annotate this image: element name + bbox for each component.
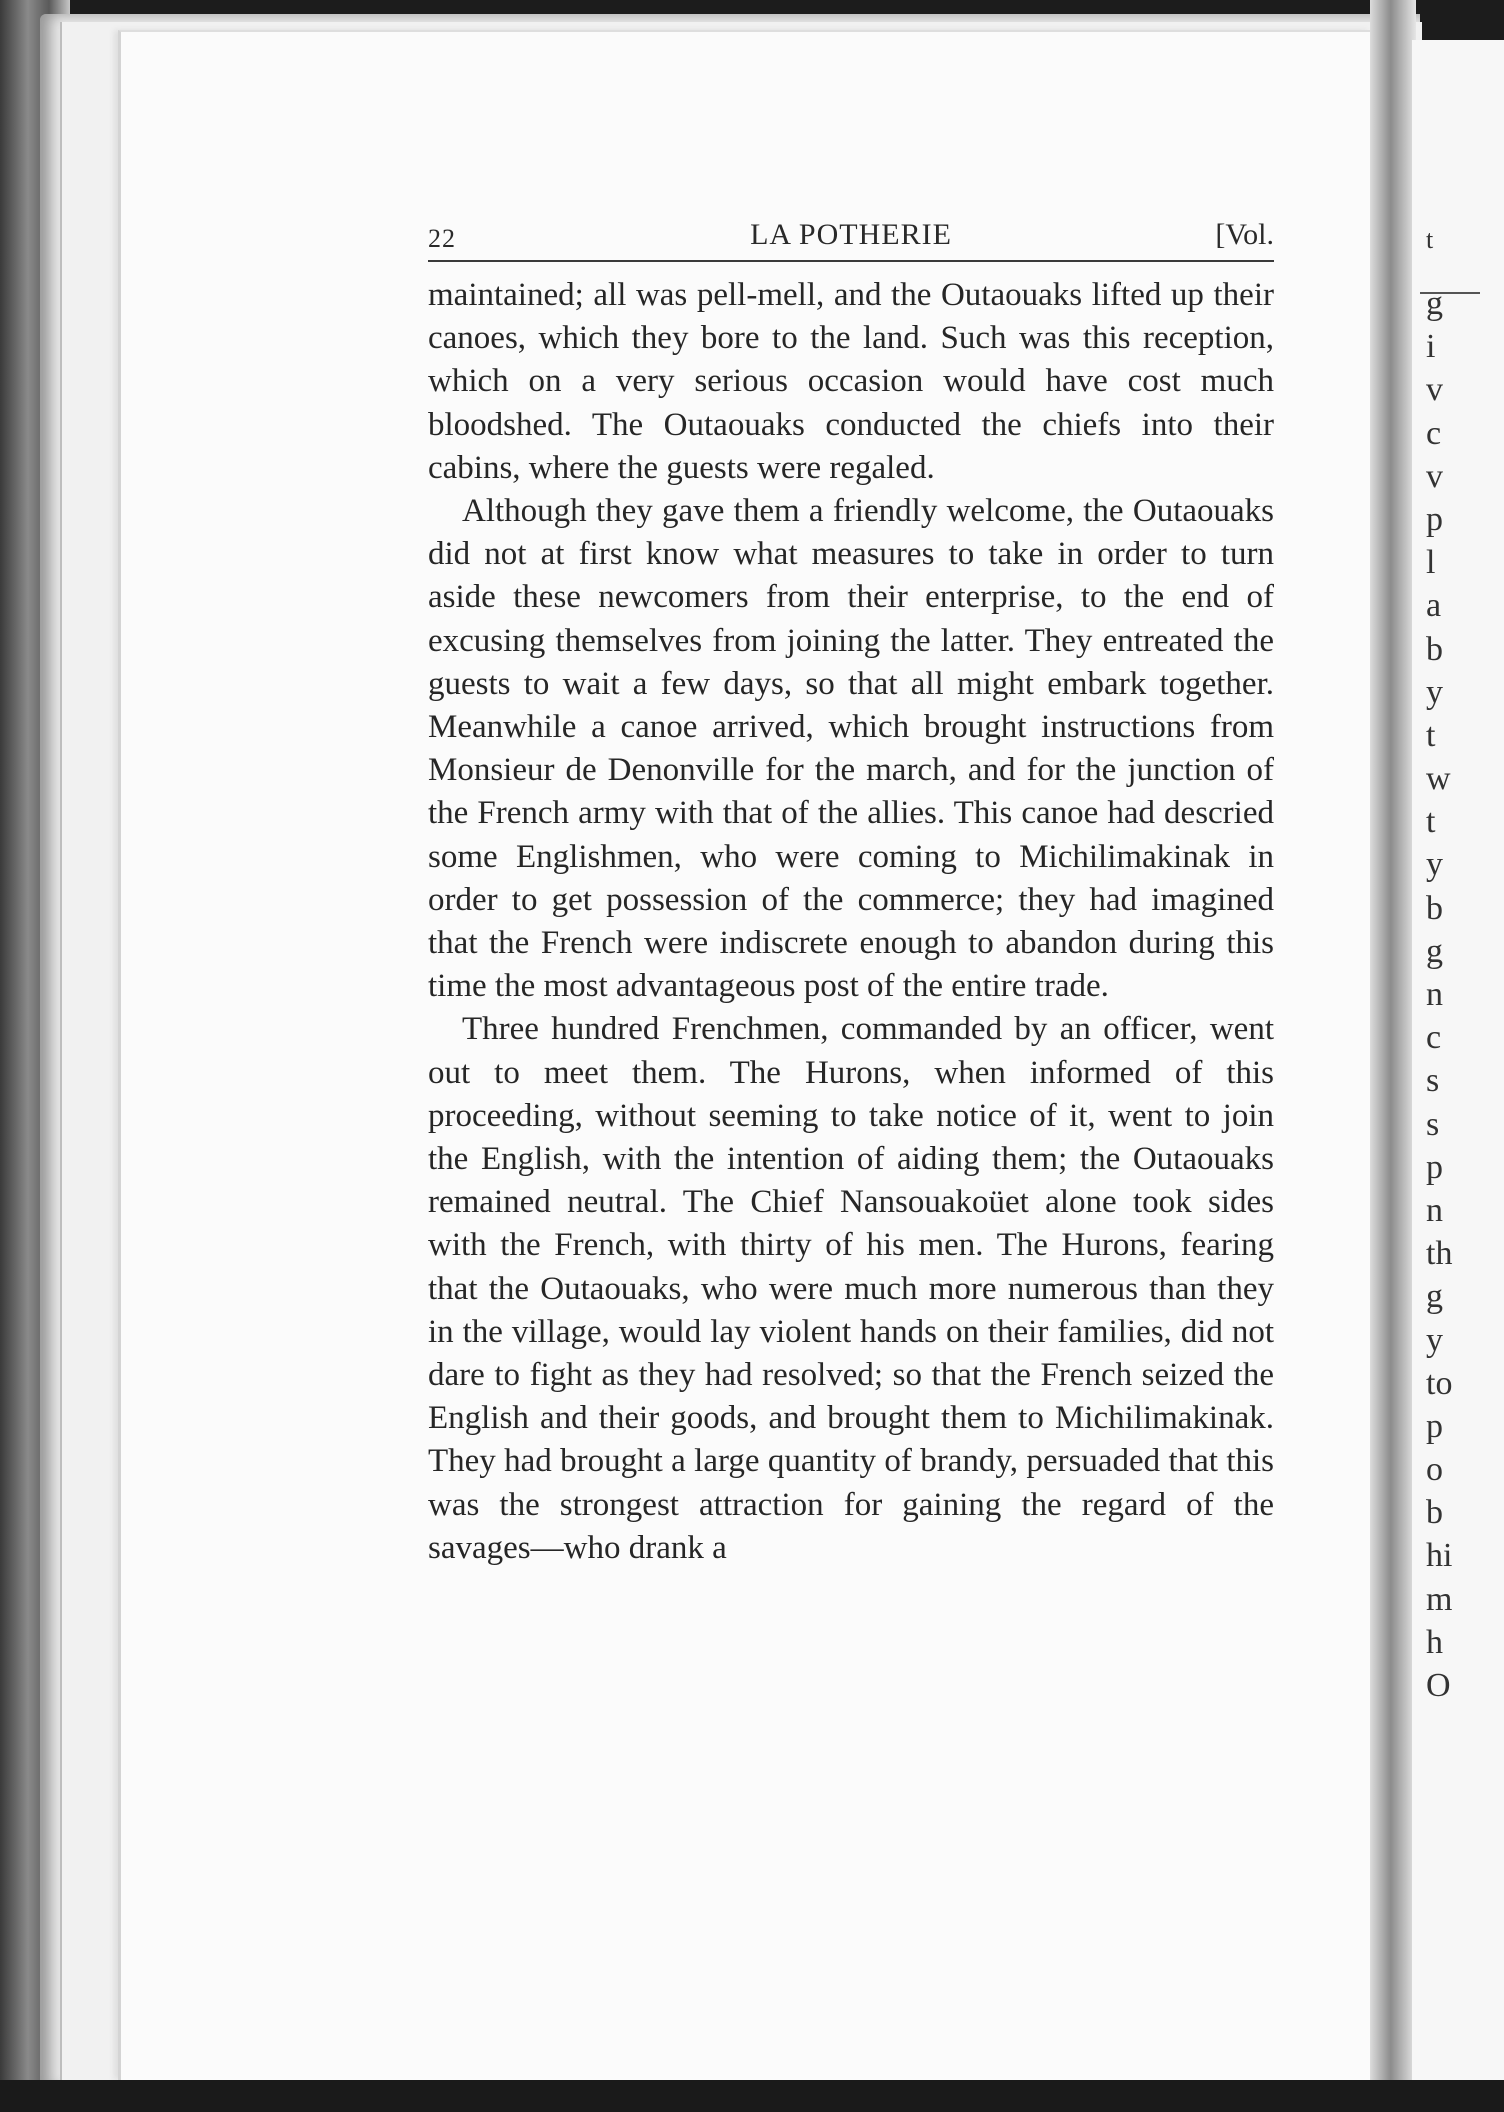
running-title: LA POTHERIE xyxy=(750,218,952,251)
scan-bottom-edge xyxy=(0,2080,1504,2112)
line-start: i xyxy=(1426,328,1436,366)
line-start: t xyxy=(1426,225,1434,254)
line-start: hi xyxy=(1426,1537,1453,1575)
line-start: b xyxy=(1426,1494,1443,1532)
right-page-fragment xyxy=(1412,40,1504,2080)
line-start: t xyxy=(1426,716,1436,754)
line-start: p xyxy=(1426,500,1443,538)
line-start: y xyxy=(1426,673,1443,711)
paragraph: Three hundred Frenchmen, commanded by an officer, went out to meet them. The Hurons, when informed of this proceeding, without seeming to take notice of it, went to join the English, with the intention of aiding them; the Outaouaks remained neutral. The Chief Nansouakoüet alone took sides with the French, with thirty of his men. The Hurons, fearing that the Outaouaks, who were much more numerous than they in the village, would lay violent hands on their families, did not dare to fight as they had resolved; so that the French seized the English and their goods, and brought them to Michilimakinak. They had brought a large quantity of brandy, persuaded that this was the strongest attraction for gaining the regard of the savages—who drank a xyxy=(428,1011,1274,1566)
line-start: m xyxy=(1426,1580,1453,1618)
line-start: to xyxy=(1426,1364,1453,1402)
line-start: g xyxy=(1426,1278,1443,1316)
body-text xyxy=(428,274,1274,1570)
line-start: p xyxy=(1426,1407,1443,1445)
line-start: c xyxy=(1426,1019,1442,1057)
line-start: s xyxy=(1426,1062,1440,1100)
line-start: g xyxy=(1426,932,1443,970)
line-start: h xyxy=(1426,1623,1443,1661)
line-start: o xyxy=(1426,1451,1443,1489)
line-start: O xyxy=(1426,1667,1451,1704)
line-start: w xyxy=(1426,760,1451,798)
line-start: s xyxy=(1426,1105,1440,1143)
line-start: l xyxy=(1426,544,1436,582)
page-number: 22 xyxy=(428,224,456,253)
line-start: y xyxy=(1426,846,1443,884)
line-start: g xyxy=(1426,285,1443,322)
paragraph: maintained; all was pell-mell, and the Outaouaks lifted up their canoes, which they bore to the land. Such was this reception, which on a very serious occasion would have cost much bloodshed. The Outaouaks conducted the chiefs into their cabins, where the guests were regaled. xyxy=(428,277,1274,486)
line-start: y xyxy=(1426,1321,1443,1359)
line-start: t xyxy=(1426,803,1436,841)
book-gutter xyxy=(1370,0,1416,2112)
line-start: n xyxy=(1426,1191,1443,1229)
line-start: a xyxy=(1426,587,1442,625)
right-page-line-starts xyxy=(1426,218,1452,1707)
line-start: b xyxy=(1426,630,1443,668)
volume-marker: [Vol. xyxy=(1215,218,1274,251)
header-rule xyxy=(428,260,1274,262)
page-header xyxy=(428,212,1274,252)
line-start: v xyxy=(1426,371,1443,409)
paragraph: Although they gave them a friendly welcome, the Outaouaks did not at first know what measures to take in order to turn aside these newcomers from their enterprise, to the end of excusing themselves from joining the latter. They entreated the guests to wait a few days, so that all might embark together. Meanwhile a canoe arrived, which brought instructions from Monsieur de Denonville for the march, and for the junction of the French army with that of the allies. This canoe had descried some Englishmen, who were coming to Michilimakinak in order to get possession of the commerce; they had imagined that the French were indiscrete enough to abandon during this time the most advantageous post of the entire trade. xyxy=(428,493,1274,1005)
line-start: p xyxy=(1426,1148,1443,1186)
line-start: th xyxy=(1426,1235,1453,1273)
line-start: b xyxy=(1426,889,1443,927)
line-start: v xyxy=(1426,457,1443,495)
line-start: c xyxy=(1426,414,1442,452)
line-start: n xyxy=(1426,976,1443,1013)
